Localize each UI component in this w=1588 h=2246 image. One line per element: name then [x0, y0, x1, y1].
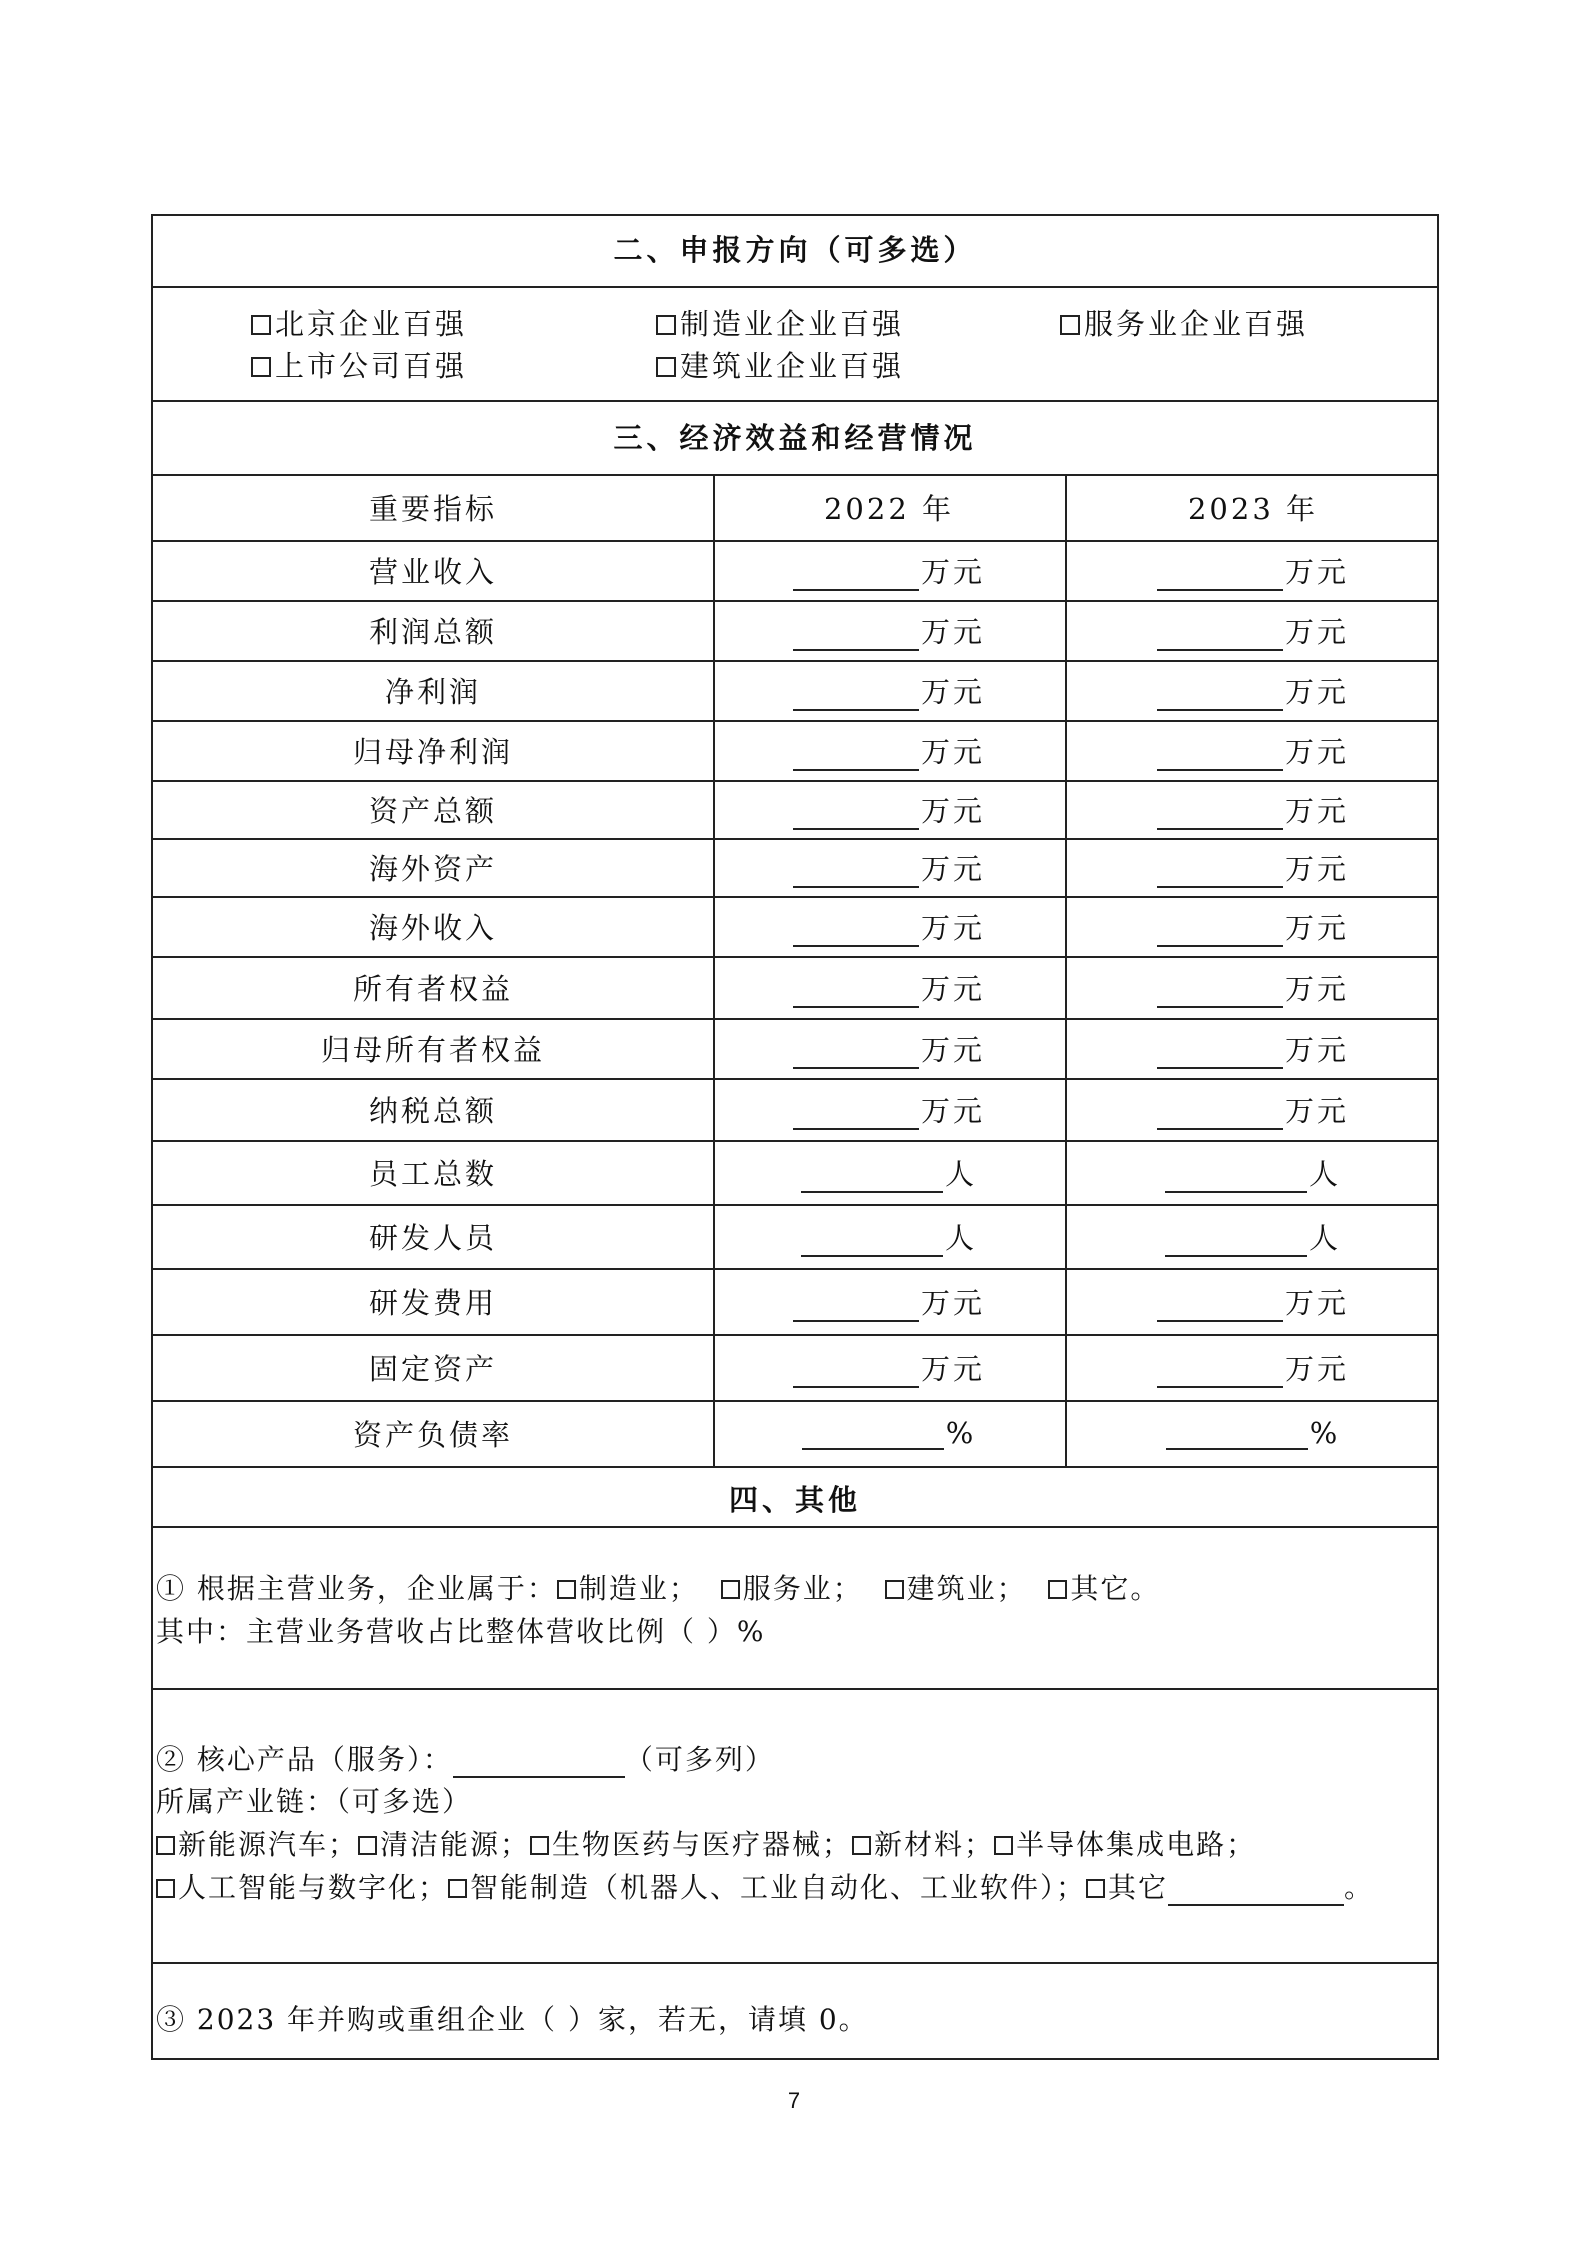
table-row: [153, 660, 1437, 720]
unit-label: 万元: [920, 910, 985, 945]
row-label: 归母净利润: [352, 734, 513, 769]
value-field-2023[interactable]: [1157, 976, 1283, 1008]
row-label: 员工总数: [368, 1156, 497, 1191]
value-field-2022[interactable]: [793, 1290, 919, 1322]
unit-label: 万元: [1284, 851, 1349, 886]
header-2023: 2023 年: [1187, 491, 1319, 526]
table-row: [153, 1400, 1437, 1466]
value-field-2022[interactable]: [793, 798, 919, 830]
row-label: 纳税总额: [368, 1093, 497, 1128]
q2-chain-options-row1: 新能源汽车； 清洁能源； 生物医药与医疗器械； 新材料； 半导体集成电路；: [156, 1823, 1256, 1863]
value-field-2023[interactable]: [1157, 679, 1283, 711]
page-number: 7: [787, 2088, 801, 2113]
unit-label: 万元: [920, 614, 985, 649]
divider: [153, 400, 1437, 402]
table-row: [153, 1018, 1437, 1078]
unit-label: 人: [944, 1220, 977, 1255]
value-field-2022[interactable]: [793, 1098, 919, 1130]
value-field-2022[interactable]: [801, 1161, 943, 1193]
row-label: 资产负债率: [352, 1417, 513, 1452]
unit-label: 万元: [1284, 1032, 1349, 1067]
table-row: [153, 956, 1437, 1018]
value-field-2023[interactable]: [1157, 619, 1283, 651]
unit-label: 万元: [1284, 734, 1349, 769]
header-2022: 2022 年: [823, 491, 955, 526]
table-row: [153, 1334, 1437, 1400]
unit-label: 人: [1308, 1156, 1341, 1191]
unit-label: 万元: [920, 1093, 985, 1128]
value-field-2023[interactable]: [1157, 1290, 1283, 1322]
row-label: 净利润: [384, 674, 481, 709]
value-field-2023[interactable]: [1157, 915, 1283, 947]
checkbox-icon[interactable]: [721, 1580, 740, 1599]
table-row: [153, 1140, 1437, 1204]
checkbox-icon[interactable]: [448, 1879, 467, 1898]
header-indicator: 重要指标: [368, 491, 497, 526]
checkbox-icon[interactable]: [1048, 1580, 1067, 1599]
checkbox-icon[interactable]: [852, 1836, 871, 1855]
q3-merger-line: ③ 2023 年并购或重组企业（ ）家，若无，请填 0。: [156, 2003, 869, 2036]
value-field-2022[interactable]: [801, 1225, 943, 1257]
unit-label: 万元: [920, 793, 985, 828]
unit-label: %: [1309, 1416, 1341, 1450]
checkbox-icon[interactable]: [1060, 315, 1080, 335]
value-field-2023[interactable]: [1166, 1418, 1308, 1450]
unit-label: 万元: [920, 734, 985, 769]
section2-title: 二、申报方向（可多选）: [613, 233, 977, 267]
value-field-2023[interactable]: [1165, 1225, 1307, 1257]
option-beijing-top100[interactable]: 北京企业百强: [251, 302, 467, 343]
value-field-2023[interactable]: [1157, 1356, 1283, 1388]
option-listed-top100[interactable]: 上市公司百强: [251, 344, 467, 385]
option-manufacturing-top100[interactable]: 制造业企业百强: [656, 302, 904, 343]
checkbox-icon[interactable]: [656, 315, 676, 335]
value-field-2023[interactable]: [1157, 739, 1283, 771]
row-label: 研发人员: [368, 1220, 497, 1255]
row-label: 研发费用: [368, 1285, 497, 1320]
value-field-2022[interactable]: [793, 559, 919, 591]
value-field-2022[interactable]: [793, 739, 919, 771]
option-services-top100[interactable]: 服务业企业百强: [1060, 302, 1308, 343]
unit-label: 万元: [1284, 1351, 1349, 1386]
unit-label: 万元: [1284, 554, 1349, 589]
table-row: [153, 600, 1437, 660]
table-row: [153, 780, 1437, 838]
option-construction-top100[interactable]: 建筑业企业百强: [656, 344, 904, 385]
value-field-2022[interactable]: [793, 619, 919, 651]
unit-label: 万元: [1284, 910, 1349, 945]
checkbox-icon[interactable]: [156, 1836, 175, 1855]
unit-label: 人: [944, 1156, 977, 1191]
row-label: 海外收入: [368, 910, 497, 945]
value-field-2022[interactable]: [793, 1037, 919, 1069]
checkbox-icon[interactable]: [994, 1836, 1013, 1855]
value-field-2023[interactable]: [1165, 1161, 1307, 1193]
value-field-2022[interactable]: [793, 915, 919, 947]
table-row: [153, 1268, 1437, 1334]
value-field-2022[interactable]: [793, 976, 919, 1008]
table-row: [153, 720, 1437, 780]
unit-label: 万元: [1284, 614, 1349, 649]
row-label: 利润总额: [368, 614, 497, 649]
divider: [153, 286, 1437, 288]
checkbox-icon[interactable]: [1086, 1879, 1105, 1898]
checkbox-icon[interactable]: [251, 315, 271, 335]
application-form: [151, 214, 1439, 2060]
table-row: [153, 1204, 1437, 1268]
checkbox-icon[interactable]: [557, 1580, 576, 1599]
q1-revenue-share-line: 其中：主营业务营收占比整体营收比例（ ）%: [156, 1615, 766, 1648]
row-label: 营业收入: [368, 554, 497, 589]
unit-label: 万元: [920, 1285, 985, 1320]
section4-title: 四、其他: [728, 1483, 861, 1517]
q2-core-product-line: ② 核心产品（服务）： （可多列）: [156, 1743, 775, 1776]
q2-chain-label: 所属产业链：（可多选）: [156, 1785, 473, 1818]
unit-label: 万元: [920, 1351, 985, 1386]
unit-label: 万元: [1284, 674, 1349, 709]
checkbox-icon[interactable]: [358, 1836, 377, 1855]
checkbox-icon[interactable]: [530, 1836, 549, 1855]
row-label: 归母所有者权益: [320, 1032, 545, 1067]
table-row: [153, 540, 1437, 600]
unit-label: 万元: [920, 674, 985, 709]
unit-label: 万元: [920, 1032, 985, 1067]
unit-label: 万元: [920, 851, 985, 886]
core-product-field[interactable]: [453, 1746, 625, 1778]
unit-label: 万元: [1284, 971, 1349, 1006]
q1-industry-line: ① 根据主营业务，企业属于： 制造业； 服务业； 建筑业； 其它。: [156, 1572, 1161, 1605]
unit-label: %: [945, 1416, 977, 1450]
value-field-2023[interactable]: [1157, 798, 1283, 830]
checkbox-icon[interactable]: [656, 357, 676, 377]
row-label: 海外资产: [368, 851, 497, 886]
unit-label: 万元: [1284, 793, 1349, 828]
unit-label: 万元: [1284, 1285, 1349, 1320]
table-row: [153, 896, 1437, 956]
row-label: 固定资产: [368, 1351, 497, 1386]
unit-label: 万元: [1284, 1093, 1349, 1128]
section3-title: 三、经济效益和经营情况: [613, 421, 977, 455]
table-header-row: [153, 474, 1437, 540]
value-field-2022[interactable]: [793, 1356, 919, 1388]
unit-label: 万元: [920, 971, 985, 1006]
unit-label: 人: [1308, 1220, 1341, 1255]
value-field-2023[interactable]: [1157, 856, 1283, 888]
row-label: 所有者权益: [352, 971, 513, 1006]
checkbox-icon[interactable]: [156, 1879, 175, 1898]
table-row: [153, 838, 1437, 896]
table-row: [153, 1078, 1437, 1140]
other-chain-field[interactable]: [1168, 1874, 1344, 1906]
row-label: 资产总额: [368, 793, 497, 828]
value-field-2022[interactable]: [802, 1418, 944, 1450]
q2-chain-options-row2: 人工智能与数字化； 智能制造（机器人、工业自动化、工业软件）； 其它 。: [156, 1866, 1374, 1906]
checkbox-icon[interactable]: [251, 357, 271, 377]
value-field-2023[interactable]: [1157, 559, 1283, 591]
value-field-2023[interactable]: [1157, 1098, 1283, 1130]
value-field-2022[interactable]: [793, 856, 919, 888]
unit-label: 万元: [920, 554, 985, 589]
value-field-2023[interactable]: [1157, 1037, 1283, 1069]
value-field-2022[interactable]: [793, 679, 919, 711]
checkbox-icon[interactable]: [885, 1580, 904, 1599]
